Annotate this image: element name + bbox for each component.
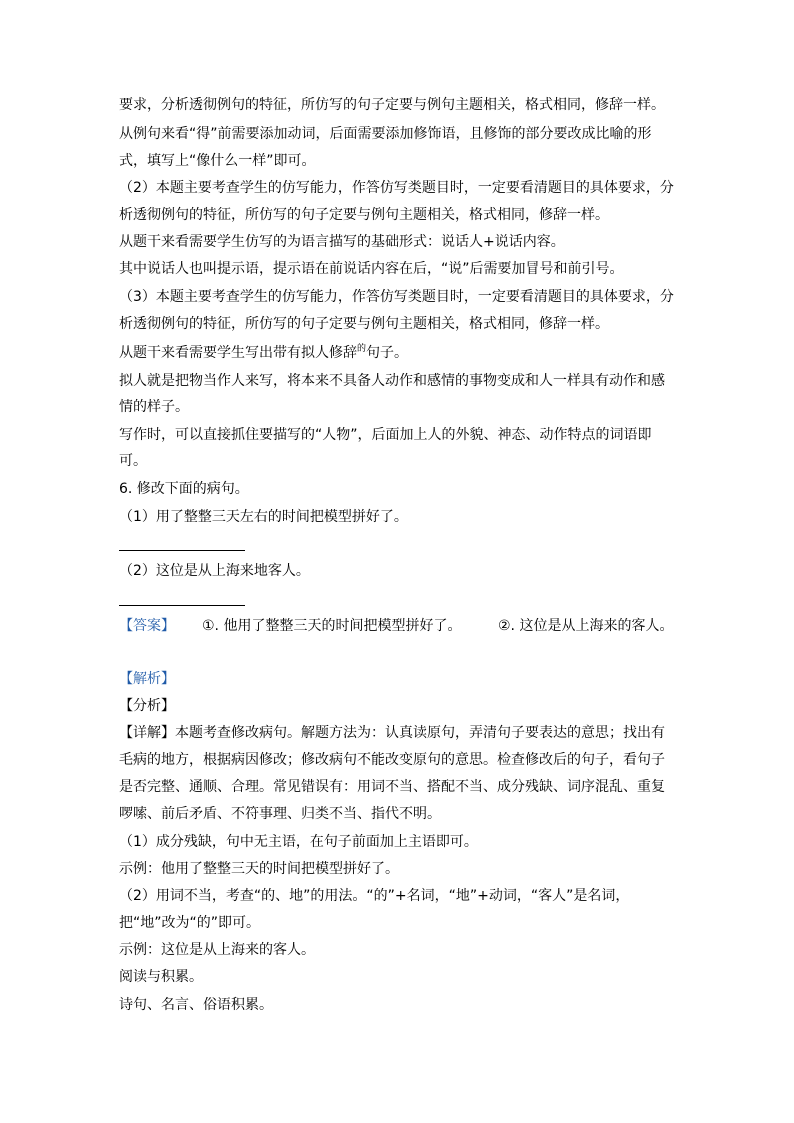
text-line: 【详解】本题考查修改病句。解题方法为：认真读原句，弄清句子要表达的意思；找出有 [119, 725, 665, 741]
text-line: 其中说话人也叫提示语，提示语在前说话内容在后，“说”后需要加冒号和前引号。 [119, 261, 624, 277]
text-line: 示例：他用了整整三天的时间把模型拼好了。 [119, 861, 399, 877]
text-line: 式，填写上“像什么一样”即可。 [119, 153, 316, 169]
text-line: 从题干来看需要学生仿写的为语言描写的基础形式：说话人+说话内容。 [119, 234, 565, 250]
text-line: （2）这位是从上海来地客人。 [119, 563, 310, 579]
text-line: 从例句来看“得”前需要添加动词，后面需要添加修饰语，且修饰的部分要改成比喻的形 [119, 126, 652, 142]
answer-blank [119, 605, 245, 606]
text-line: 可。 [119, 453, 147, 469]
text-line: 是否完整、通顺、合理。常见错误有：用词不当、搭配不当、成分残缺、词序混乱、重复 [119, 779, 665, 795]
text-line: 析透彻例句的特征，所仿写的句子定要与例句主题相关，格式相同，修辞一样。 [119, 207, 609, 223]
text-line: （3）本题主要考查学生的仿写能力，作答仿写类题目时，一定要看清题目的具体要求，分 [119, 289, 674, 305]
text-line: 示例：这位是从上海来的客人。 [119, 942, 315, 958]
text-line: 写作时，可以直接抓住要描写的“人物”，后面加上人的外貌、神态、动作特点的词语即 [119, 427, 652, 443]
text-line: 诗句、名言、俗语积累。 [119, 997, 273, 1013]
answer-text: ②. 这位是从上海来的客人。 [498, 618, 674, 634]
answer-text: ①. 他用了整整三天的时间把模型拼好了。 [202, 618, 462, 634]
text-line: 毛病的地方，根据病因修改；修改病句不能改变原句的意思。检查修改后的句子，看句子 [119, 752, 665, 768]
text-line: 析透彻例句的特征，所仿写的句子定要与例句主题相关，格式相同，修辞一样。 [119, 316, 609, 332]
text-line: 啰嗦、前后矛盾、不符事理、归类不当、指代不明。 [119, 806, 441, 822]
text-line: 要求，分析透彻例句的特征，所仿写的句子定要与例句主题相关，格式相同，修辞一样。 [119, 97, 665, 113]
text-line [119, 343, 408, 365]
answer-blank [119, 550, 245, 551]
section-label: 【分析】 [119, 698, 175, 714]
text-segment: 从题干来看需要学生写出带有拟人修辞 [119, 345, 357, 361]
text-segment-raised: 的 [357, 344, 367, 354]
text-line: （1）成分残缺，句中无主语，在句子前面加上主语即可。 [119, 834, 478, 850]
text-segment: 句子。 [366, 345, 409, 361]
text-line: （1）用了整整三天左右的时间把模型拼好了。 [119, 509, 408, 525]
text-line: （2）本题主要考查学生的仿写能力，作答仿写类题目时，一定要看清题目的具体要求，分 [119, 180, 674, 196]
text-line: 阅读与积累。 [119, 969, 203, 985]
text-line: （2）用词不当，考查“的、地”的用法。“的”+名词，“地”+动词，“客人”是名词， [119, 888, 630, 904]
analysis-label: 【解析】 [119, 671, 175, 687]
text-line: 情的样子。 [119, 399, 189, 415]
answer-label: 【答案】 [119, 618, 175, 634]
text-line: 拟人就是把物当作人来写，将本来不具备人动作和感情的事物变成和人一样具有动作和感 [119, 373, 665, 389]
text-line: 把“地”改为“的”即可。 [119, 915, 261, 931]
question-title: 6. 修改下面的病句。 [119, 481, 249, 497]
